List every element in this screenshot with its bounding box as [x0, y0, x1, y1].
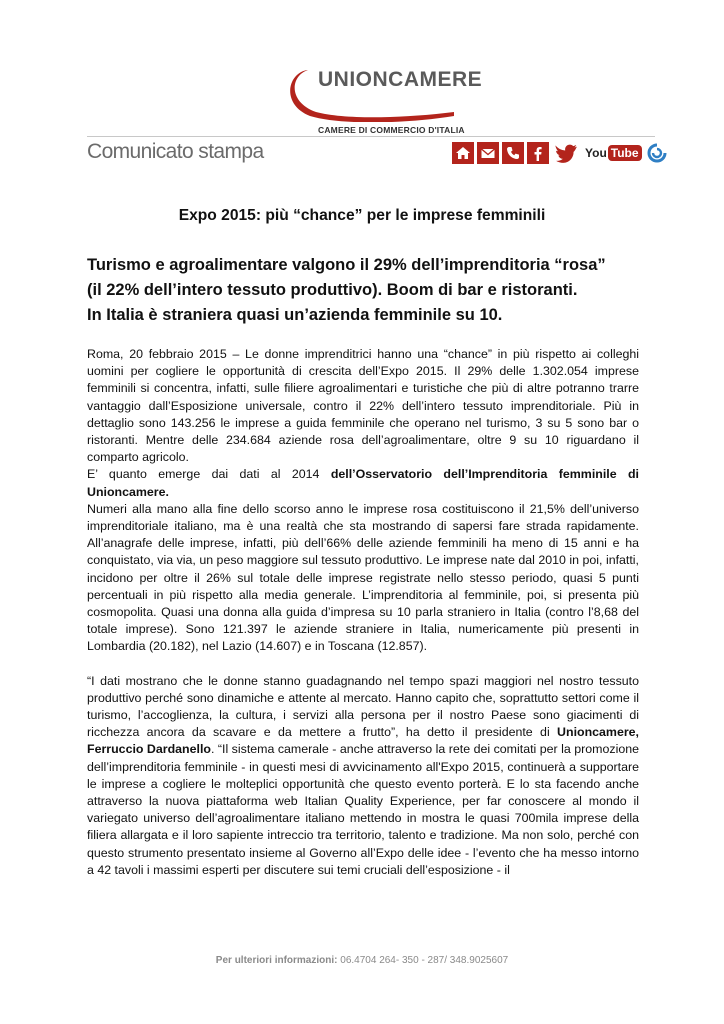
logo-subtitle: CAMERE DI COMMERCIO D'ITALIA: [318, 125, 465, 135]
paragraph-2: [87, 466, 639, 500]
footer-label: Per ulteriori informazioni:: [215, 955, 338, 966]
headline-line-3: In Italia è straniera quasi un’azienda femminile su 10.: [87, 306, 503, 324]
section-label: Comunicato stampa: [87, 140, 264, 163]
home-icon[interactable]: [452, 142, 474, 164]
footer-phones: 06.4704 264- 350 - 287/ 348.9025607: [337, 955, 509, 966]
paragraph-4-bold: Unioncamere, Ferruccio Dardanello: [87, 725, 639, 757]
headline-line-2: (il 22% dell’intero tessuto produttivo). Boom di bar e ristoranti.: [87, 281, 578, 299]
paragraph-2-bold: dell’Osservatorio dell’Imprenditoria femminile di Unioncamere.: [87, 467, 639, 499]
twitter-bird-icon[interactable]: [554, 142, 580, 164]
paragraph-4-text: “I dati mostrano che le donne stanno guadagnando nel tempo spazi maggiori nel nostro tessuto produttivo perché sono dinamiche e attente al mercato. Hanno capito che, soprattutto settori come il turismo, l’accoglienza, la cultura, i servizi alla persona per il nostro Paese sono giacimenti di ricchezza ancora da scavare e da mettere a frutto”, ha detto il presidente di: [87, 673, 639, 740]
youtube-icon[interactable]: [585, 145, 642, 161]
paragraph-2-text: E’ quanto emerge dai dati al 2014: [87, 467, 331, 482]
phone-icon[interactable]: [502, 142, 524, 164]
headline-line-1: Turismo e agroalimentare valgono il 29% dell’imprenditoria “rosa”: [87, 256, 606, 274]
headline: [87, 253, 647, 328]
social-links: [452, 140, 667, 166]
article-body: [87, 346, 639, 879]
logo-name: UNIONCAMERE: [318, 68, 483, 91]
footer-contacts: [0, 955, 724, 966]
paragraph-1: Roma, 20 febbraio 2015 – Le donne imprenditrici hanno una “chance” in più rispetto ai colleghi uomini per cogliere le opportunità di crescita dell’Expo 2015. Il 29% delle 1.302.054 imprese femminili si concentra, infatti, sulle filiere agroalimentari e turistiche che più di altre potranno trarre vantaggio dall’Esposizione universale, contro il 22% dell’intero tessuto imprenditoriale. Più in dettaglio sono 143.256 le imprese a guida femminile che operano nel turismo, 3 su 5 sono bar o ristoranti. Mentre delle 234.684 aziende rosa dell’agroalimentare, oltre 9 su 10 riguardano il comparto agricolo.: [87, 347, 639, 465]
flickr-loop-icon[interactable]: [647, 142, 667, 164]
mail-icon[interactable]: [477, 142, 499, 164]
page-title: Expo 2015: più “chance” per le imprese femminili: [178, 207, 546, 224]
facebook-icon[interactable]: [527, 142, 549, 164]
paragraph-4: [87, 673, 639, 879]
paragraph-3: Numeri alla mano alla fine dello scorso anno le imprese rosa costituiscono il 21,5% dell’universo imprenditoriale italiano, ma è una realtà che sta mostrando di sapersi fare strada rapidamente. All’anagrafe delle imprese, infatti, più dell’66% delle aziende femminili ha meno di 15 anni e ha conquistato, via via, un peso maggiore sul tessuto produttivo. Le imprese nate dal 2010 in poi, infatti, incidono per oltre il 26% sul totale delle imprese registrate nello stesso periodo, quasi 5 punti percentuali in più rispetto alla media generale. L’imprenditoria al femminile, poi, si presenta più cosmopolita. Quasi una donna alla guida d’impresa su 10 parla straniero in Italia (contro l’8,68 del totale imprese). Sono 121.397 le aziende straniere in Italia, numericamente più presenti in Lombardia (20.182), nel Lazio (14.607) e in Toscana (12.857).: [87, 501, 639, 654]
paragraph-4-text-end: . “Il sistema camerale - anche attraverso la rete dei comitati per la promozione dell’imprenditoria femminile - in questi mesi di avvicinamento all'Expo 2015, continuerà a supportare le imprese a cogliere le molteplici opportunità che questo evento porterà. E lo sta facendo anche attraverso la nuova piattaforma web Italian Quality Experience, per far conoscere al mondo il variegato universo dell’agroalimentare italiano mettendo in mostra le quasi 700mila imprese della filiera allargata e il loro sapiente intreccio tra territorio, talento e tradizione. Ma non solo, perché con questo strumento presentato insieme al Governo all’Expo delle idee - l’evento che ha messo intorno a 42 tavoli i massimi esperti per discutere sui temi cruciali dell’esposizione - il: [87, 742, 639, 877]
header-divider: [87, 136, 655, 137]
youtube-you-text: You: [585, 146, 607, 160]
youtube-tube-text: Tube: [608, 145, 642, 161]
